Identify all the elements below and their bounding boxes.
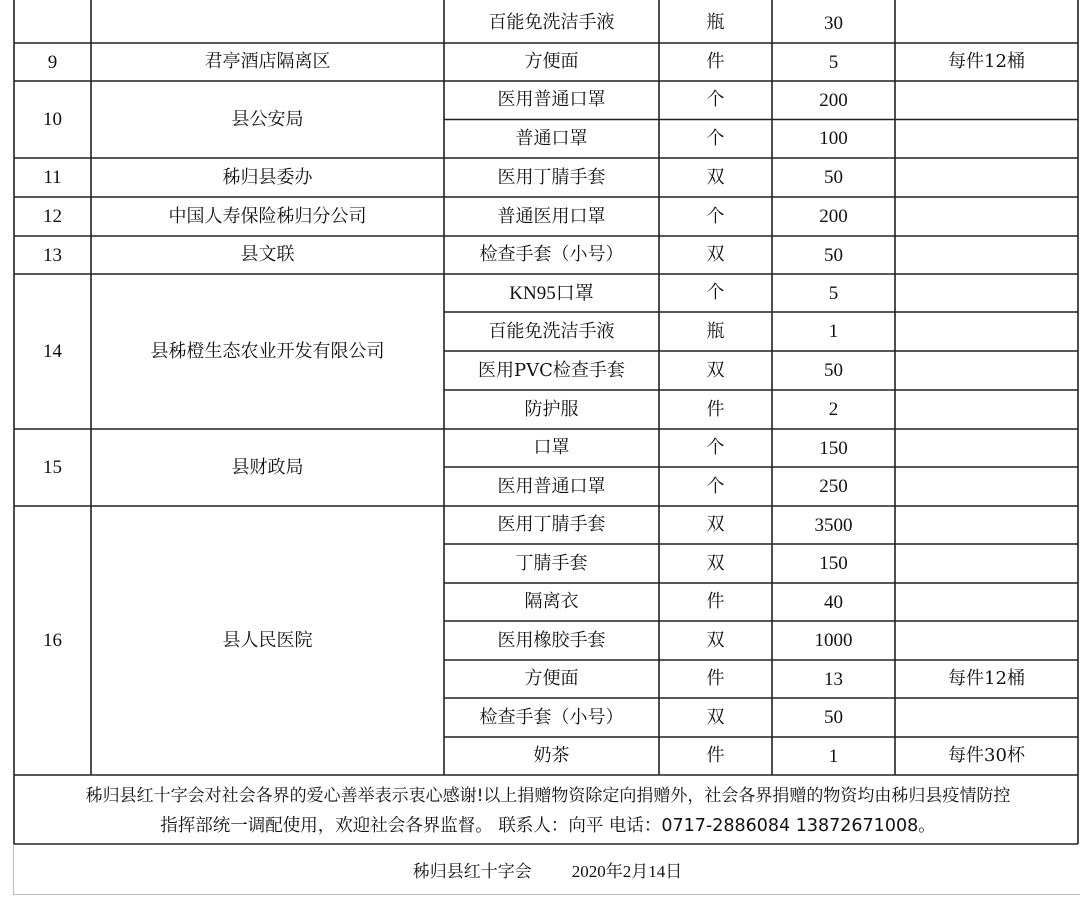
- qty-cell: 5: [828, 51, 839, 73]
- donor-unit: 中国人寿保险秭归分公司: [168, 205, 367, 227]
- donor-unit: 县公安局: [231, 108, 304, 130]
- qty-cell: 50: [824, 244, 843, 266]
- item-cell: 方便面: [524, 668, 579, 689]
- donor-unit: 秭归县委办: [222, 166, 313, 188]
- measure-cell: 双: [706, 514, 725, 535]
- row-number: 9: [47, 51, 58, 73]
- item-cell: 方便面: [524, 51, 579, 72]
- item-cell: 检查手套（小号）: [479, 706, 624, 728]
- qty-cell: 2: [828, 399, 839, 420]
- row-number: 12: [43, 206, 62, 227]
- remark-cell: 每件12桶: [948, 668, 1025, 689]
- qty-cell: 50: [824, 707, 843, 728]
- qty-cell: 150: [819, 437, 848, 459]
- qty-cell: 1000: [814, 630, 853, 651]
- measure-cell: 双: [706, 166, 725, 188]
- row-number: 13: [43, 244, 62, 266]
- qty-cell: 3500: [814, 514, 853, 536]
- measure-cell: 件: [706, 668, 725, 689]
- item-cell: 医用丁腈手套: [497, 514, 606, 535]
- footer-date: 2020年2月14日: [571, 861, 683, 881]
- qty-cell: 200: [819, 206, 848, 227]
- donor-unit: 君亭酒店隔离区: [204, 51, 331, 72]
- qty-cell: 50: [824, 360, 843, 381]
- row-number: 10: [43, 109, 62, 130]
- donor-unit: 县秭橙生态农业开发有限公司: [150, 340, 385, 362]
- measure-cell: 个: [706, 437, 725, 458]
- item-cell: 医用橡胶手套: [497, 629, 606, 651]
- measure-cell: 双: [706, 552, 725, 574]
- item-cell: 防护服: [524, 398, 579, 420]
- donor-unit: 县财政局: [231, 456, 304, 478]
- qty-cell: 150: [819, 553, 848, 574]
- item-cell: 口罩: [533, 437, 570, 458]
- item-cell: 百能免洗洁手液: [488, 12, 615, 33]
- item-cell: 百能免洗洁手液: [488, 320, 615, 342]
- row-number: 11: [43, 167, 62, 188]
- row-number: 15: [43, 457, 62, 478]
- measure-cell: 双: [706, 629, 725, 651]
- qty-cell: 200: [819, 89, 848, 111]
- item-cell: 普通医用口罩: [497, 205, 606, 227]
- qty-cell: 100: [819, 128, 848, 149]
- item-cell: 医用丁腈手套: [497, 166, 606, 188]
- donor-unit: 县人民医院: [222, 629, 313, 651]
- measure-cell: 件: [706, 51, 725, 72]
- qty-cell: 50: [824, 167, 843, 188]
- item-cell: 医用PVC检查手套: [478, 359, 625, 381]
- qty-cell: 250: [819, 476, 848, 497]
- measure-cell: 个: [706, 127, 725, 149]
- measure-cell: 瓶: [706, 320, 725, 342]
- measure-cell: 瓶: [706, 12, 725, 33]
- thank-you-note-line-2: 指挥部统一调配使用，欢迎社会各界监督。 联系人：向平 电话：0717-2886084 13872671008。: [160, 816, 936, 836]
- item-cell: 医用普通口罩: [497, 89, 606, 110]
- item-cell: 丁腈手套: [515, 552, 588, 574]
- item-cell: KN95口罩: [509, 282, 594, 304]
- item-cell: 普通口罩: [515, 127, 588, 149]
- qty-cell: 13: [824, 668, 843, 690]
- item-cell: 奶茶: [533, 745, 570, 766]
- measure-cell: 个: [706, 475, 725, 497]
- measure-cell: 双: [706, 359, 725, 381]
- qty-cell: 40: [824, 591, 843, 613]
- measure-cell: 件: [706, 591, 725, 612]
- qty-cell: 30: [824, 12, 843, 34]
- row-number: 16: [43, 630, 62, 651]
- remark-cell: 每件30杯: [948, 745, 1025, 766]
- footer-organization: 秭归县红十字会: [412, 861, 532, 882]
- remark-cell: 每件12桶: [948, 51, 1025, 72]
- measure-cell: 件: [706, 398, 725, 420]
- row-number: 14: [43, 341, 62, 362]
- thank-you-note-line-1: 秭归县红十字会对社会各界的爱心善举表示衷心感谢!以上捐赠物资除定向捐赠外，社会各界捐赠的物资均由秭归县疫情防控: [85, 786, 1011, 806]
- item-cell: 隔离衣: [524, 591, 579, 612]
- item-cell: 检查手套（小号）: [479, 244, 624, 265]
- measure-cell: 个: [706, 89, 725, 110]
- measure-cell: 件: [706, 745, 725, 766]
- qty-cell: 5: [828, 282, 839, 304]
- item-cell: 医用普通口罩: [497, 475, 606, 497]
- measure-cell: 个: [706, 205, 725, 227]
- measure-cell: 双: [706, 244, 725, 265]
- signature-footer: [13, 844, 1080, 895]
- measure-cell: 双: [706, 706, 725, 728]
- measure-cell: 个: [706, 282, 725, 303]
- qty-cell: 1: [828, 321, 839, 342]
- donor-unit: 县文联: [240, 244, 295, 265]
- qty-cell: 1: [828, 745, 839, 767]
